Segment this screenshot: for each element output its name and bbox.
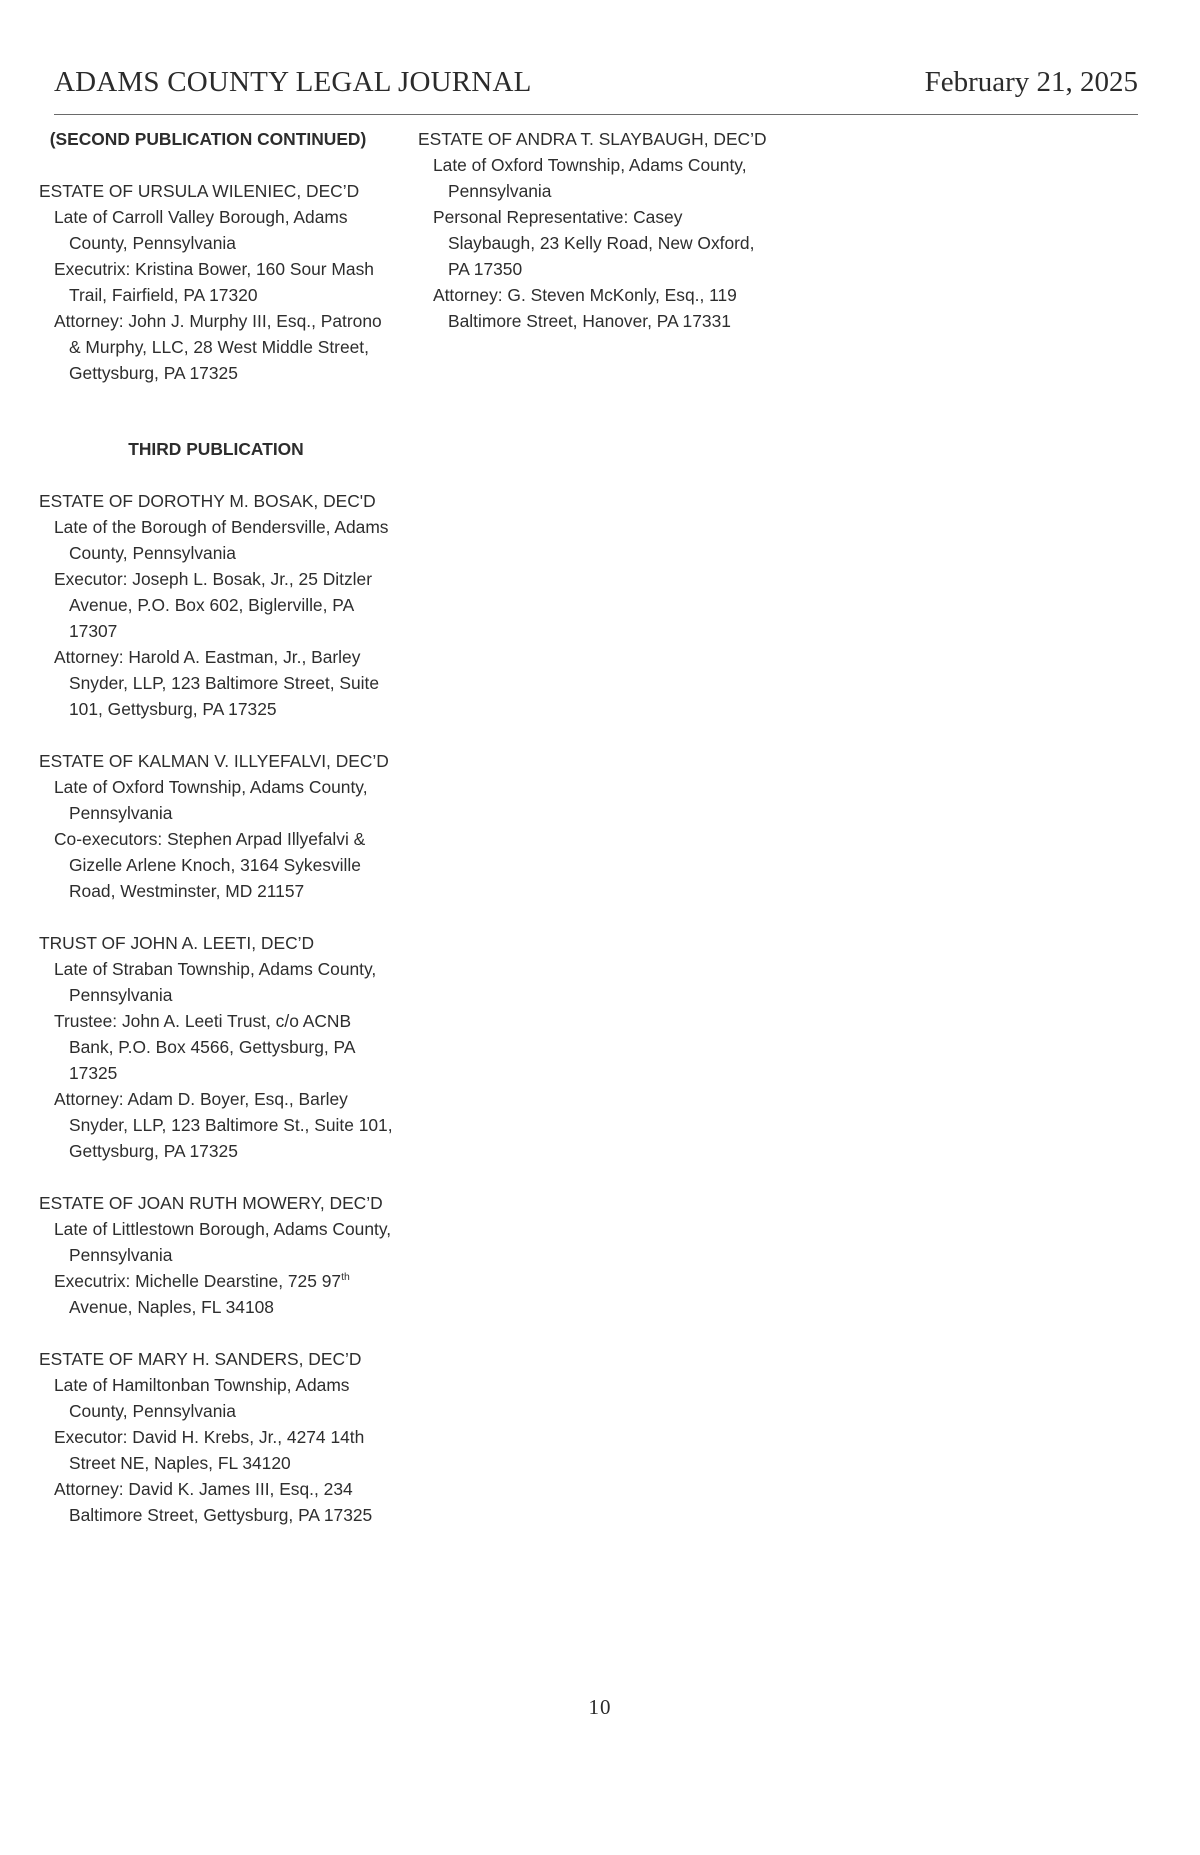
- notice-residence: Late of Carroll Valley Borough, Adams County, Pennsylvania: [54, 207, 348, 253]
- executrix-text: Executrix: Michelle Dearstine, 725 97: [54, 1271, 342, 1291]
- notice-title: ESTATE OF JOAN RUTH MOWERY, DEC’D: [39, 1193, 383, 1213]
- ordinal-suffix: th: [341, 1272, 350, 1284]
- notice-entry: [39, 178, 393, 386]
- notice-entry: [39, 1190, 393, 1320]
- notice-title: TRUST OF JOHN A. LEETI, DEC’D: [39, 933, 315, 953]
- issue-date: February 21, 2025: [924, 66, 1138, 98]
- notice-entry: [39, 930, 393, 1164]
- notice-title: ESTATE OF DOROTHY M. BOSAK, DEC'D: [39, 491, 376, 511]
- section-heading-second-publication-continued: (SECOND PUBLICATION CONTINUED): [49, 129, 367, 149]
- notice-co-executors: Co-executors: Stephen Arpad Illyefalvi & Gizelle Arlene Knoch, 3164 Sykesville Road, Westminster, MD 21157: [54, 829, 366, 901]
- page-header: [54, 62, 1138, 115]
- notice-title: ESTATE OF URSULA WILENIEC, DEC’D: [39, 181, 360, 201]
- notice-residence: Late of Oxford Township, Adams County, Pennsylvania: [433, 155, 747, 201]
- notice-residence: Late of the Borough of Bendersville, Adams County, Pennsylvania: [54, 517, 389, 563]
- notice-residence: Late of Straban Township, Adams County, Pennsylvania: [54, 959, 377, 1005]
- journal-title: ADAMS COUNTY LEGAL JOURNAL: [54, 66, 532, 98]
- notice-executor: Executor: Joseph L. Bosak, Jr., 25 Ditzler Avenue, P.O. Box 602, Biglerville, PA 17307: [54, 569, 373, 641]
- notice-title: ESTATE OF MARY H. SANDERS, DEC’D: [39, 1349, 362, 1369]
- notice-entry: [39, 1346, 393, 1528]
- notice-title: ESTATE OF ANDRA T. SLAYBAUGH, DEC’D: [418, 129, 767, 149]
- notice-trustee: Trustee: John A. Leeti Trust, c/o ACNB Bank, P.O. Box 4566, Gettysburg, PA 17325: [54, 1011, 355, 1083]
- notice-executor: Executor: David H. Krebs, Jr., 4274 14th Street NE, Naples, FL 34120: [54, 1427, 365, 1473]
- notice-attorney: Attorney: David K. James III, Esq., 234 Baltimore Street, Gettysburg, PA 17325: [54, 1479, 373, 1525]
- notice-attorney: Attorney: Harold A. Eastman, Jr., Barley Snyder, LLP, 123 Baltimore Street, Suite 101, Gettysburg, PA 17325: [54, 647, 379, 719]
- notice-executrix: Executrix: Kristina Bower, 160 Sour Mash Trail, Fairfield, PA 17320: [54, 259, 374, 305]
- right-column: [418, 126, 768, 334]
- notice-entry: [418, 126, 768, 334]
- executrix-text-end: Avenue, Naples, FL 34108: [69, 1297, 274, 1317]
- section-heading-third-publication: THIRD PUBLICATION: [128, 439, 304, 459]
- notice-residence: Late of Oxford Township, Adams County, Pennsylvania: [54, 777, 368, 823]
- notice-personal-representative: Personal Representative: Casey Slaybaugh, 23 Kelly Road, New Oxford, PA 17350: [433, 207, 755, 279]
- notice-attorney: Attorney: G. Steven McKonly, Esq., 119 Baltimore Street, Hanover, PA 17331: [433, 285, 737, 331]
- left-column: [39, 126, 393, 1528]
- notice-attorney: Attorney: John J. Murphy III, Esq., Patrono & Murphy, LLC, 28 West Middle Street, Gettysburg, PA 17325: [54, 311, 382, 383]
- notice-executrix: [39, 1268, 393, 1320]
- notice-entry: [39, 488, 393, 722]
- notice-residence: Late of Hamiltonban Township, Adams County, Pennsylvania: [54, 1375, 350, 1421]
- page-number: 10: [588, 1695, 612, 1719]
- notice-entry: [39, 748, 393, 904]
- notice-attorney: Attorney: Adam D. Boyer, Esq., Barley Snyder, LLP, 123 Baltimore St., Suite 101, Gettysburg, PA 17325: [54, 1089, 393, 1161]
- notice-residence: Late of Littlestown Borough, Adams County, Pennsylvania: [54, 1219, 392, 1265]
- notice-title: ESTATE OF KALMAN V. ILLYEFALVI, DEC’D: [39, 751, 389, 771]
